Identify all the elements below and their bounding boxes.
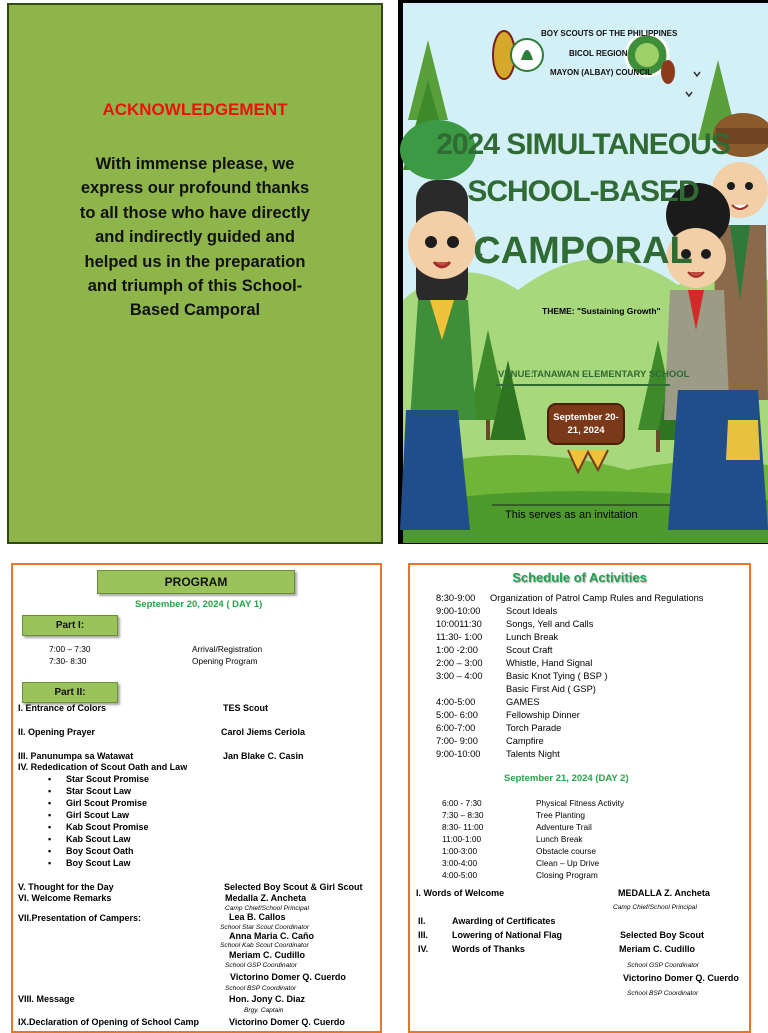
day2-activity: Tree Planting [536,810,586,820]
presentation-of-campers: VII.Presentation of Campers: [18,913,142,923]
day1-activity: GAMES [506,697,540,707]
oath-item: • Girl Scout Law [66,810,129,820]
words-of-thanks: Words of Thanks [452,944,525,954]
opening-prayer-by: Carol Jiems Ceriola [221,727,306,737]
presenter-cano: Anna Maria C. Caño [229,931,315,941]
org-line-1: BOY SCOUTS OF THE PHILIPPINES [541,29,678,38]
part-2-label: Part II: [22,682,118,703]
welcome-remarks: VI. Welcome Remarks [18,893,112,903]
day1-time: 8:30-9:00 [436,593,476,603]
day2-activity: Clean – Up Drive [536,858,600,868]
schedule-title: Schedule of Activities [512,570,647,585]
schedule-day2-date: September 21, 2024 (DAY 2) [504,773,629,784]
panunumpa-by: Jan Blake C. Casin [223,751,304,761]
closing-cuerdo: Victorino Domer Q. Cuerdo [623,973,739,983]
theme-text: THEME: "Sustaining Growth" [542,306,661,316]
day1-time: 3:00 – 4:00 [436,671,483,681]
message: VIII. Message [18,994,75,1004]
acknowledgement-body: With immense please, we express our profound thanks to all those who have directly and indirectly guided and helped us in the preparation and triumph of this School- Based Camporal [79,155,311,320]
cano-role: School Kab Scout Coordinator [220,942,309,949]
day1-activity: Whistle, Hand Signal [506,658,593,668]
panunumpa: III. Panunumpa sa Watawat [18,751,134,761]
oath-item: • Boy Scout Oath [66,846,134,856]
part1-activity-2: Opening Program [192,656,258,666]
event-title-line-2: SCHOOL-BASED [467,175,699,208]
closing-numeral-4: IV. [418,944,429,954]
closing-numeral-3: III. [418,930,429,940]
oath-item: • Girl Scout Promise [66,798,147,808]
event-title-line-3: CAMPORAL [473,230,693,272]
day2-activity: Adventure Trail [536,822,592,832]
part-1-label: Part I: [22,615,118,636]
day1-time: 1:00 -2:00 [436,645,478,655]
opening-prayer: II. Opening Prayer [18,727,96,737]
event-date: September 20-21, 2024 [553,412,619,436]
part1-activity-1: Arrival/Registration [192,644,263,654]
day2-time: 1:00-3:00 [442,846,478,856]
oath-item: • Star Scout Promise [66,774,149,784]
entrance-of-colors: I. Entrance of Colors [18,703,107,713]
declaration-of-opening: IX.Declaration of Opening of School Camp [18,1017,200,1027]
day1-activity: Basic First Aid ( GSP) [506,684,596,694]
day2-time: 8:30- 11:00 [442,822,484,832]
lowering-of-flag: Lowering of National Flag [452,930,562,940]
words-of-welcome: I. Words of Welcome [416,888,505,898]
event-title-line-1: 2024 SIMULTANEOUS [436,128,730,161]
day1-time: 4:00-5:00 [436,697,476,707]
invitation-cover [398,0,768,544]
day1-time: 10:0011:30 [436,619,482,629]
closing-numeral-2: II. [418,916,426,926]
oath-item: • Kab Scout Law [66,834,131,844]
day1-time: 5:00- 6:00 [436,710,478,720]
day2-activity: Lunch Break [536,834,583,844]
day2-time: 4:00-5:00 [442,870,478,880]
org-line-3: MAYON (ALBAY) COUNCIL [550,68,653,77]
venue-name: TANAWAN ELEMENTARY SCHOOL [532,369,690,380]
oath-item: • Kab Scout Promise [66,822,149,832]
oath-item: • Star Scout Law [66,786,131,796]
day1-time: 9:00-10:00 [436,749,481,759]
program-day1-date: September 20, 2024 ( DAY 1) [135,599,263,610]
day2-time: 11:00-1:00 [442,834,482,844]
thanks-by: Meriam C. Cudillo [619,944,696,954]
ancheta-role: Camp Chief/School Principal [225,905,309,912]
presenter-callos: Lea B. Callos [229,912,286,922]
presenter-cudillo: Meriam C. Cudillo [229,950,306,960]
thought-by: Selected Boy Scout & Girl Scout [224,882,363,892]
invitation-note: This serves as an invitation [505,509,638,521]
closing-cuerdo-role: School BSP Coordinator [627,990,699,997]
day1-time: 2:00 – 3:00 [436,658,483,668]
welcome-by: MEDALLA Z. Ancheta [618,888,710,898]
cudillo-role: School GSP Coordinator [225,962,297,969]
part1-time-2: 7:30- 8:30 [49,656,87,666]
day2-time: 6:00 - 7:30 [442,798,482,808]
oath-item: • Boy Scout Law [66,858,131,868]
day1-activity: Scout Craft [506,645,553,655]
day2-activity: Physical Fitness Activity [536,798,625,808]
day2-time: 3:00-4:00 [442,858,478,868]
thought-for-the-day: V. Thought for the Day [18,882,114,892]
cuerdo-role: School BSP Coordinator [225,985,297,992]
program-title: PROGRAM [97,570,295,594]
day1-activity: Fellowship Dinner [506,710,580,720]
callos-role: School Star Scout Coordinator [220,924,310,931]
lowering-by: Selected Boy Scout [620,930,705,940]
speaker-ancheta: Medalla Z. Ancheta [225,893,307,903]
day2-time: 7:30 – 8:30 [442,810,484,820]
day1-activity: Scout Ideals [506,606,558,616]
schedule-panel [408,563,751,1033]
org-line-2: BICOL REGION [569,49,628,58]
rededication: IV. Rededication of Scout Oath and Law [18,762,188,772]
declarer-cuerdo: Victorino Domer Q. Cuerdo [229,1017,345,1027]
day1-time: 6:00-7:00 [436,723,476,733]
entrance-by: TES Scout [223,703,269,713]
day1-activity: Organization of Patrol Camp Rules and Regulations [490,593,704,603]
awarding-of-certificates: Awarding of Certificates [452,916,556,926]
day2-activity: Closing Program [536,870,598,880]
day1-activity: Songs, Yell and Calls [506,619,594,629]
part1-time-1: 7:00 – 7:30 [49,644,91,654]
day2-activity: Obstacle course [536,846,596,856]
speaker-diaz: Hon. Jony C. Diaz [229,994,306,1004]
venue-label: VENUE: [498,369,534,380]
presenter-cuerdo: Victorino Domer Q. Cuerdo [230,972,346,982]
diaz-role: Brgy. Captain [244,1007,284,1014]
day1-time: 9:00-10:00 [436,606,481,616]
day1-activity: Campfire [506,736,544,746]
day1-time: 11:30- 1:00 [436,632,483,642]
day1-activity: Talents Night [506,749,560,759]
thanks-role: School GSP Coordinator [627,962,699,969]
day1-activity: Lunch Break [506,632,559,642]
acknowledgement-title: ACKNOWLEDGEMENT [102,100,288,119]
day1-activity: Basic Knot Tying ( BSP ) [506,671,608,681]
program-panel [11,563,382,1033]
day1-activity: Torch Parade [506,723,562,733]
acknowledgement-panel [7,3,383,544]
day1-time: 7:00- 9:00 [436,736,478,746]
welcome-role: Camp Chief/School Principal [613,904,697,911]
